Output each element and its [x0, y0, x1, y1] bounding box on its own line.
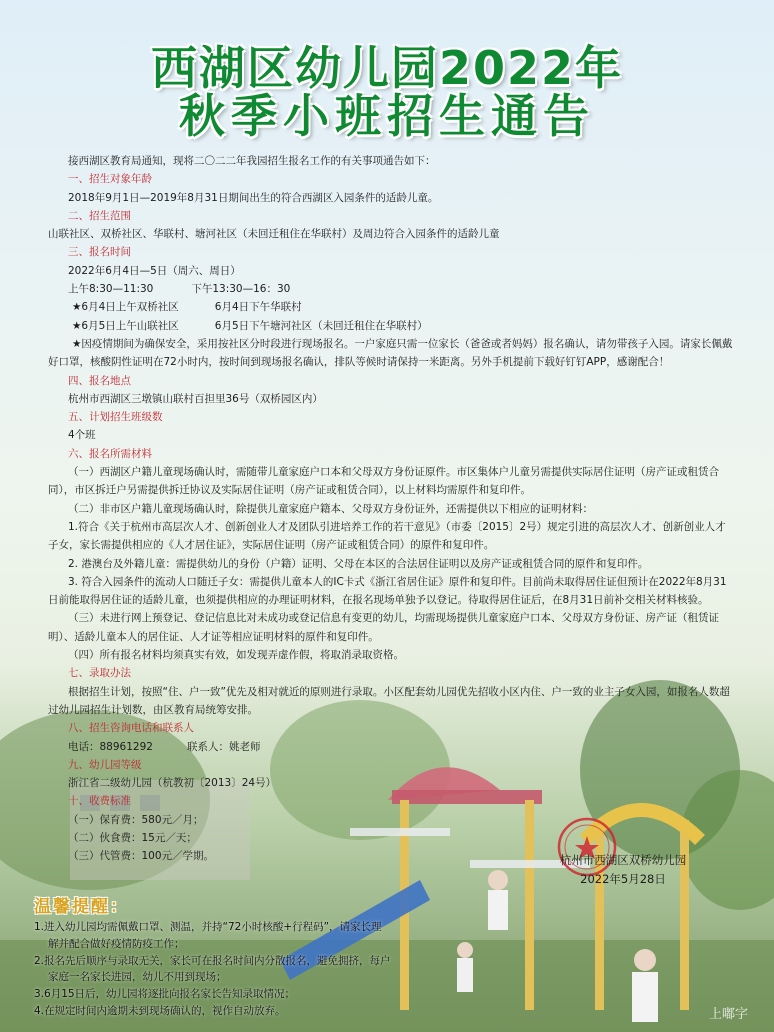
materials-paragraph: （一）西湖区户籍儿童现场确认时，需随带儿童家庭户口本和父母双方身份证原件。市区集体户儿童另需提供实际居住证明（房产证或租赁合同），市区拆迁户另需提供拆迁协议及实际居住证明（房产证或租赁合同），以上材料均需原件和复印件。 [48, 466, 719, 497]
section-heading: 二、招生范围 [68, 209, 131, 222]
signature-org: 杭州市西湖区双桥幼儿园 [559, 853, 687, 867]
schedule-item: 6月4日下午华联村 [214, 301, 302, 314]
section-text: 山联社区、双桥社区、华联村、塘河社区（未回迁租住在华联村）及周边符合入园条件的适龄儿童 [48, 228, 500, 241]
section-heading: 十、收费标准 [68, 795, 131, 808]
materials-paragraph: （四）所有报名材料均须真实有效，如发现弄虚作假，将取消录取资格。 [68, 649, 404, 662]
section-text: 浙江省二级幼儿园（杭教初〔2013〕24号） [68, 777, 277, 790]
phone-number: 88961292 [99, 740, 153, 753]
fee-item: （一）保育费：580元／月； [68, 813, 204, 826]
schedule-item: ★6月5日上午山联社区 [72, 319, 179, 332]
schedule-row [48, 298, 733, 316]
section-heading: 三、报名时间 [68, 246, 131, 259]
reminder-item: 3.6月15日后，幼儿园将逐批向报名家长告知录取情况； [34, 988, 296, 1001]
reminder-title: 温馨提醒： [34, 897, 129, 917]
section-heading: 九、幼儿园等级 [68, 758, 142, 771]
contact-label: 联系人： [186, 740, 229, 753]
intro-text: 接西湖区教育局通知，现将二〇二二年我园招生报名工作的有关事项通告如下： [68, 155, 436, 167]
morning-hours: 上午8:30—11:30 [68, 283, 154, 296]
materials-paragraph: （三）未进行网上预登记、登记信息比对未成功或登记信息有变更的幼儿，均需现场提供儿童家庭户口本、父母双方身份证、房产证（租赁证明）、适龄儿童本人的居住证、人才证等相应证明材料的原件和复印件。 [48, 612, 719, 643]
schedule-item: 6月5日下午塘河社区（未回迁租住在华联村） [214, 319, 428, 332]
registration-hours [48, 280, 733, 298]
contact-name: 姚老师 [228, 740, 261, 753]
page-title-line2: 秋季小班招生通告 [179, 89, 595, 143]
contact-row [48, 738, 733, 756]
phone-label: 电话： [68, 740, 100, 753]
materials-paragraph: 1.符合《关于杭州市高层次人才、创新创业人才及团队引进培养工作的若干意见》（市委〔2015〕2号）规定引进的高层次人才、创新创业人才子女，家长需提供相应的《人才居住证》，实际居住证明（房产证或租赁合同）的原件和复印件。 [48, 520, 726, 552]
afternoon-hours: 下午13:30—16：30 [191, 283, 291, 296]
section-text: 4个班 [68, 429, 96, 442]
reminder-item: 1.进入幼儿园均需佩戴口罩、测温，并持“72小时核酸+行程码”，请家长理 [34, 921, 382, 933]
registration-date: 2022年6月4日—5日（周六、周日） [68, 264, 241, 277]
schedule-row [48, 317, 733, 335]
fee-item: （二）伙食费：15元／天； [68, 831, 197, 844]
reminder-item-continued: 解并配合做好疫情防疫工作； [48, 937, 185, 950]
section-text: 杭州市西湖区三墩镇山联村百担里36号（双桥园区内） [68, 392, 323, 405]
section-heading: 七、录取办法 [68, 667, 131, 680]
signature-date: 2022年5月28日 [580, 872, 666, 886]
section-heading: 四、报名地点 [68, 374, 131, 387]
page-title-line1: 西湖区幼儿园2022年 [150, 41, 624, 95]
signature-block [533, 851, 713, 889]
materials-paragraph: （二）非市区户籍儿童现场确认时，除提供儿童家庭户籍本、父母双方身份证外，还需提供以下相应的证明材料： [68, 502, 593, 515]
reminder-item: 4.在规定时间内逾期未到现场确认的，视作自动放弃。 [34, 1004, 286, 1017]
materials-paragraph: 3. 符合入园条件的流动人口随迁子女：需提供儿童本人的IC卡式《浙江省居住证》原件和复印件。目前尚未取得居住证但预计在2022年8月31日前能取得居住证的适龄儿童，也须提供相应的办理证明材料，在报名现场单独予以登记。待取得居住证后，在8月31日前补交相关材料核验。 [48, 575, 727, 607]
section-text: 根据招生计划，按照“住、户一致”优先及相对就近的原则进行录取。小区配套幼儿园优先招收小区内住、户一致的业主子女入园，如报名人数超过幼儿园招生计划数，由区教育局统筹安排。 [48, 685, 730, 716]
section-heading: 八、招生咨询电话和联系人 [68, 722, 194, 735]
covid-note: ★因疫情期间为确保安全，采用按社区分时段进行现场报名。一户家庭只需一位家长（爸爸或者妈妈）报名确认，请勿带孩子入园。请家长佩戴好口罩，核酸阴性证明在72小时内，按时间到现场报名确认，排队等候时请保持一米距离。另外手机提前下载好钉钉APP，感谢配合！ [48, 337, 733, 369]
fee-item: （三）代管费：100元／学期。 [68, 850, 215, 863]
section-heading: 一、招生对象年龄 [68, 173, 152, 186]
reminder-item-continued: 家庭一名家长进园，幼儿不用到现场； [48, 971, 227, 984]
schedule-item: ★6月4日上午双桥社区 [72, 301, 179, 314]
section-text: 2018年9月1日—2019年8月31日期间出生的符合西湖区入园条件的适龄儿童。 [68, 191, 439, 204]
reminder-item: 2.报名先后顺序与录取无关，家长可在报名时间内分散报名，避免拥挤，每户 [34, 954, 391, 967]
section-heading: 六、报名所需材料 [68, 447, 152, 460]
reminder-box [34, 892, 454, 1020]
materials-paragraph: 2. 港澳台及外籍儿童：需提供幼儿的身份（户籍）证明、父母在本区的合法居住证明以及房产证或租赁合同的原件和复印件。 [68, 557, 649, 570]
watermark: 上嘟字 [708, 1007, 748, 1022]
notice-body [48, 152, 733, 866]
section-heading: 五、计划招生班级数 [68, 411, 163, 424]
reminder-list [34, 919, 454, 1020]
